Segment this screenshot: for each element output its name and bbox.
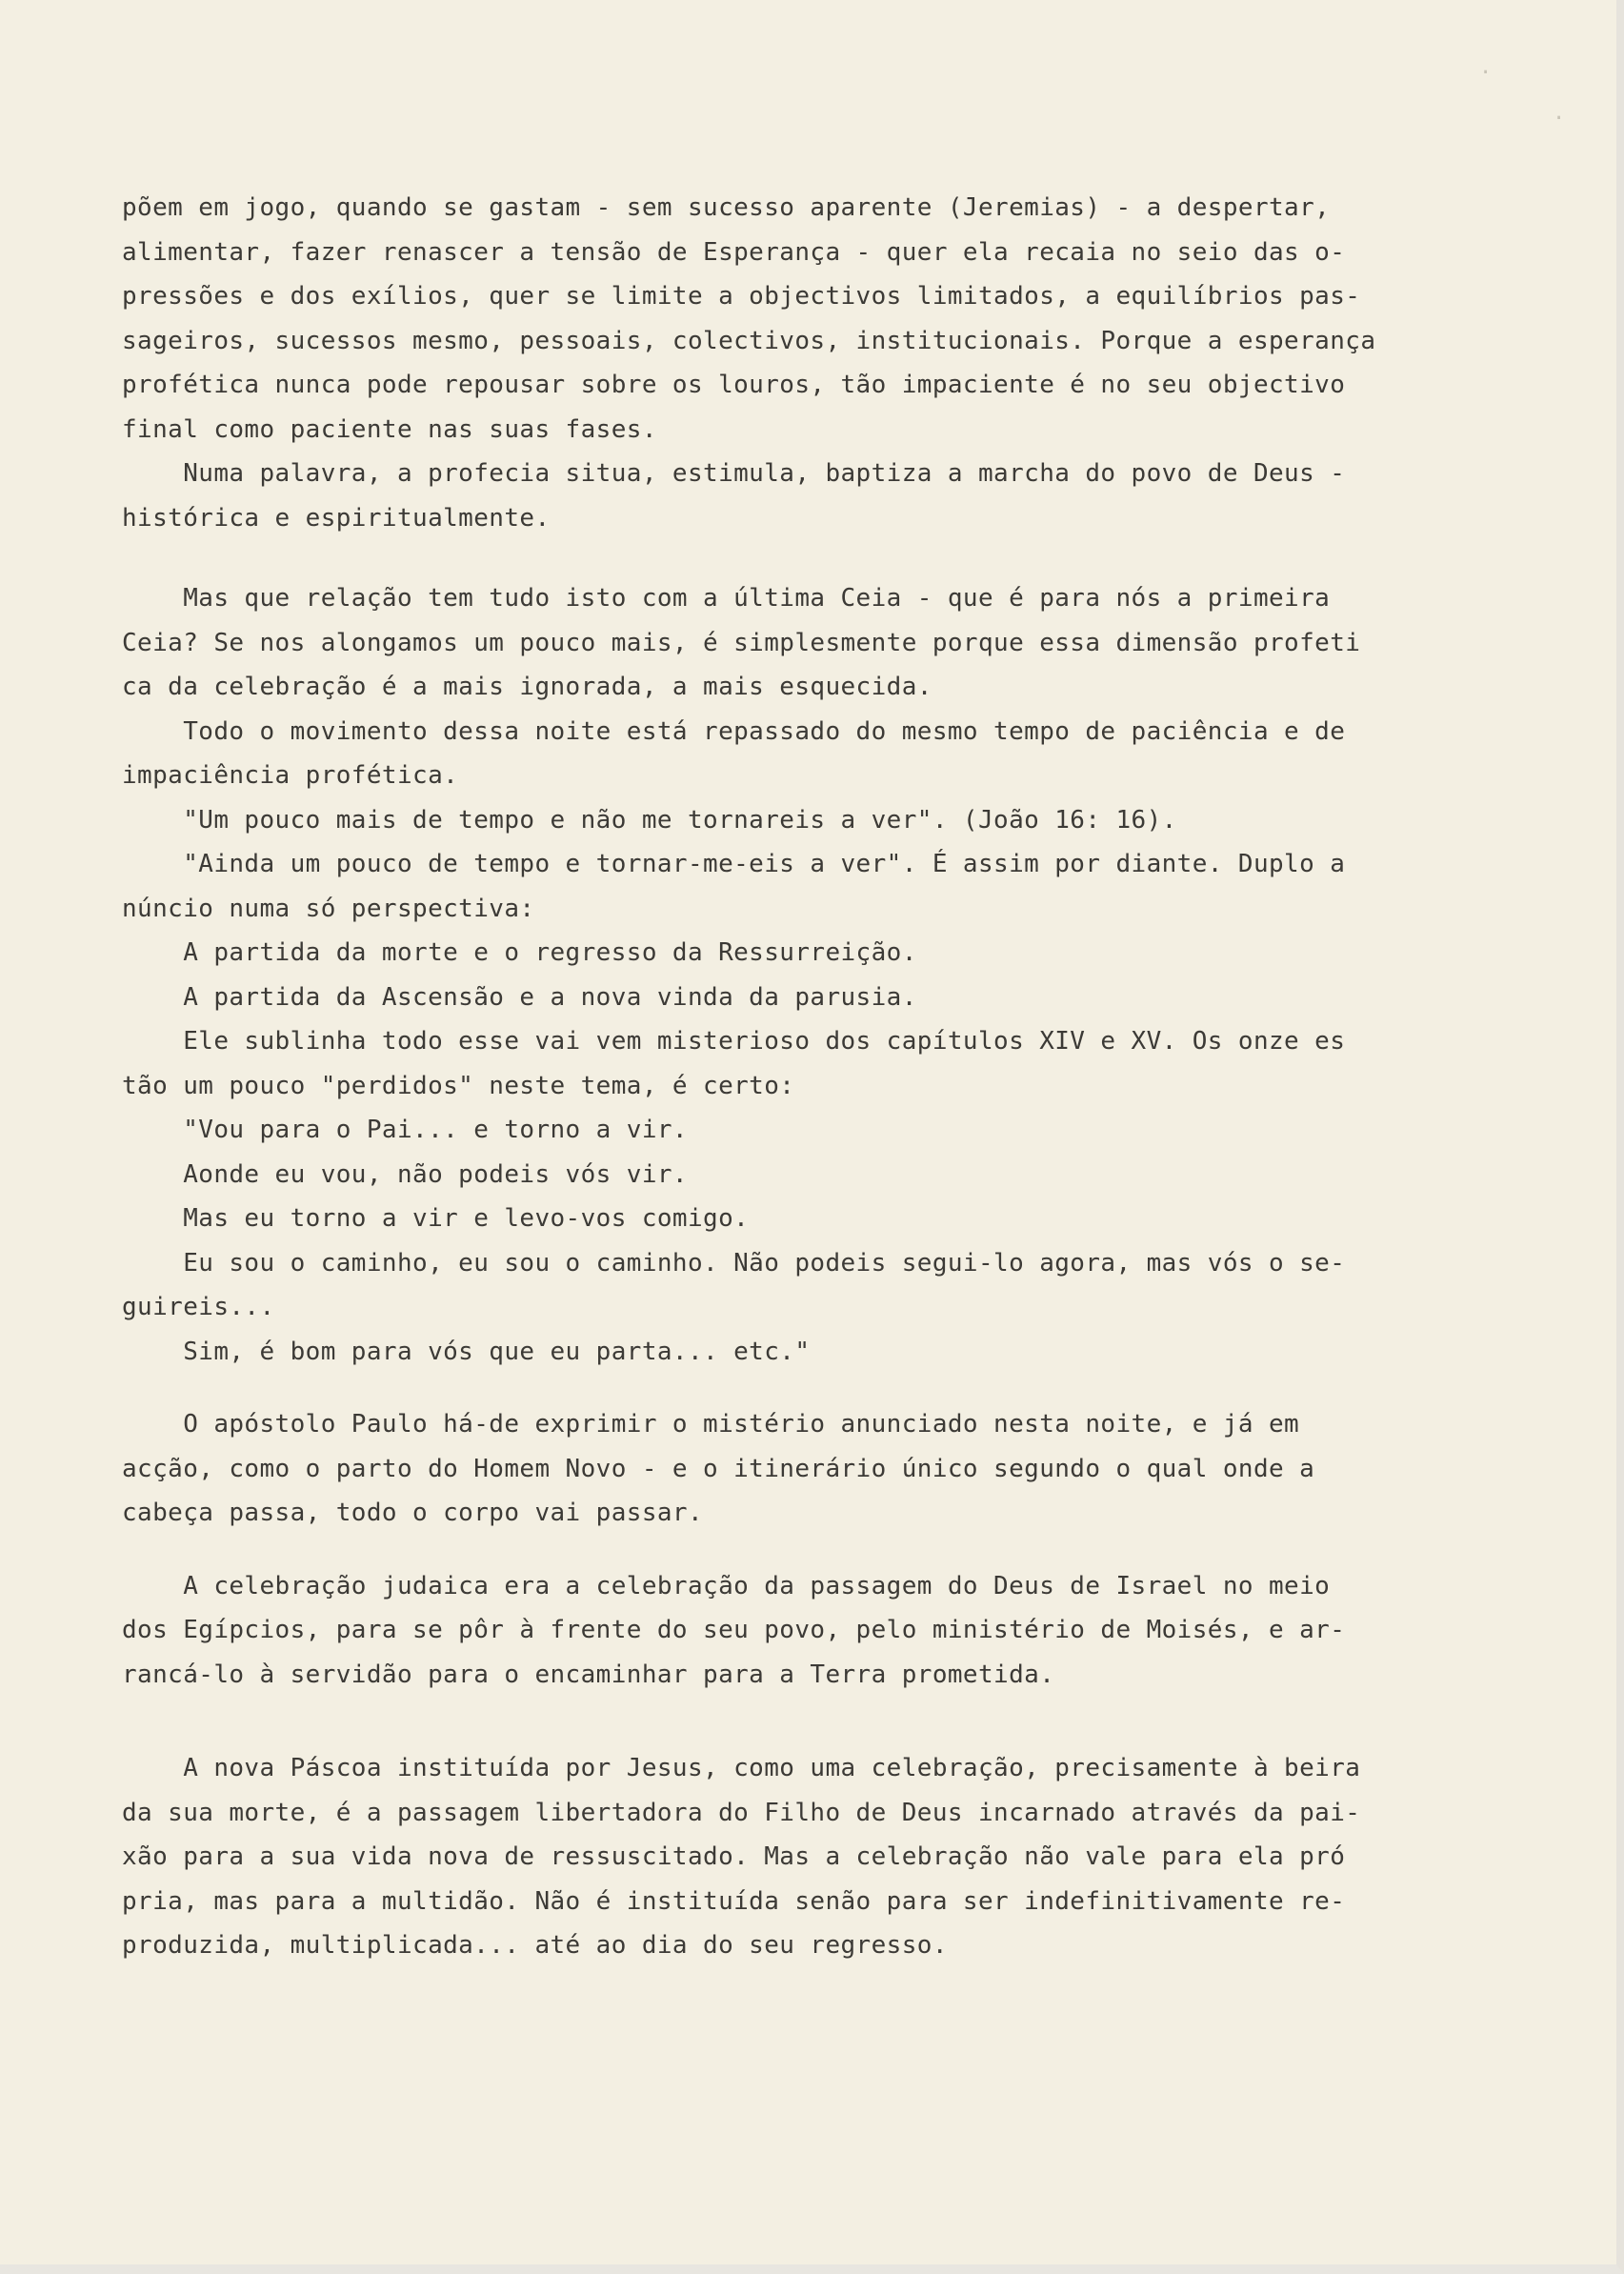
typed-text-block: [122, 186, 1403, 1968]
text-line: A celebração judaica era a celebração da passagem do Deus de Israel no meio: [122, 1571, 1331, 1600]
corner-mark: ·: [1479, 61, 1493, 85]
text-line: A nova Páscoa instituída por Jesus, como uma celebração, precisamente à beira: [122, 1754, 1361, 1782]
text-line: da sua morte, é a passagem libertadora do Filho de Deus incarnado através da pai-: [122, 1798, 1361, 1827]
text-line: pressões e dos exílios, quer se limite a objectivos limitados, a equilíbrios pas-: [122, 282, 1361, 311]
text-line: Numa palavra, a profecia situa, estimula, baptiza a marcha do povo de Deus -: [122, 459, 1346, 488]
text-line: Ceia? Se nos alongamos um pouco mais, é simplesmente porque essa dimensão profeti: [122, 628, 1361, 657]
text-line: final como paciente nas suas fases.: [122, 414, 657, 444]
text-line: acção, como o parto do Homem Novo - e o itinerário único segundo o qual onde a: [122, 1454, 1315, 1483]
text-line: guireis...: [122, 1293, 275, 1321]
text-line: Todo o movimento dessa noite está repassado do mesmo tempo de paciência e de: [122, 716, 1346, 746]
text-line: cabeça passa, todo o corpo vai passar.: [122, 1499, 704, 1527]
text-line: produzida, multiplicada... até ao dia do seu regresso.: [122, 1931, 948, 1960]
text-line: A partida da Ascensão e a nova vinda da parusia.: [122, 982, 917, 1012]
text-line: Eu sou o caminho, eu sou o caminho. Não podeis segui-lo agora, mas vós o se-: [122, 1248, 1346, 1278]
text-line: "Um pouco mais de tempo e não me tornareis a ver". (João 16: 16).: [122, 805, 1177, 835]
text-line: Mas que relação tem tudo isto com a última Ceia - que é para nós a primeira: [122, 584, 1331, 613]
text-line: dos Egípcios, para se pôr à frente do seu povo, pelo ministério de Moisés, e ar-: [122, 1616, 1346, 1644]
text-line: pria, mas para a multidão. Não é instituída senão para ser indefinitivamente re-: [122, 1886, 1346, 1916]
text-line: Ele sublinha todo esse vai vem misterioso dos capítulos XIV e XV. Os onze es: [122, 1027, 1346, 1056]
text-line: impaciência profética.: [122, 761, 459, 790]
text-line: Aonde eu vou, não podeis vós vir.: [122, 1159, 688, 1189]
text-line: põem em jogo, quando se gastam - sem sucesso aparente (Jeremias) - a despertar,: [122, 193, 1331, 222]
text-line: "Ainda um pouco de tempo e tornar-me-eis a ver". É assim por diante. Duplo a: [122, 850, 1346, 878]
text-line: rancá-lo à servidão para o encaminhar para a Terra prometida.: [122, 1660, 1055, 1689]
text-line: tão um pouco "perdidos" neste tema, é certo:: [122, 1071, 795, 1100]
text-line: O apóstolo Paulo há-de exprimir o mistério anunciado nesta noite, e já em: [122, 1410, 1300, 1439]
text-line: Sim, é bom para vós que eu parta... etc.": [122, 1337, 811, 1366]
corner-mark: ·: [1553, 107, 1566, 131]
text-line: Mas eu torno a vir e levo-vos comigo.: [122, 1204, 750, 1233]
text-line: "Vou para o Pai... e torno a vir.: [122, 1116, 688, 1144]
text-line: A partida da morte e o regresso da Ressurreição.: [122, 938, 917, 967]
text-line: núncio numa só perspectiva:: [122, 894, 535, 923]
text-line: histórica e espiritualmente.: [122, 503, 551, 533]
text-line: profética nunca pode repousar sobre os louros, tão impaciente é no seu objectivo: [122, 371, 1346, 399]
text-line: sageiros, sucessos mesmo, pessoais, colectivos, institucionais. Porque a esperança: [122, 326, 1376, 355]
text-line: ca da celebração é a mais ignorada, a mais esquecida.: [122, 673, 932, 701]
text-line: alimentar, fazer renascer a tensão de Esperança - quer ela recaia no seio das o-: [122, 237, 1346, 267]
text-line: xão para a sua vida nova de ressuscitado. Mas a celebração não vale para ela pró: [122, 1842, 1346, 1871]
